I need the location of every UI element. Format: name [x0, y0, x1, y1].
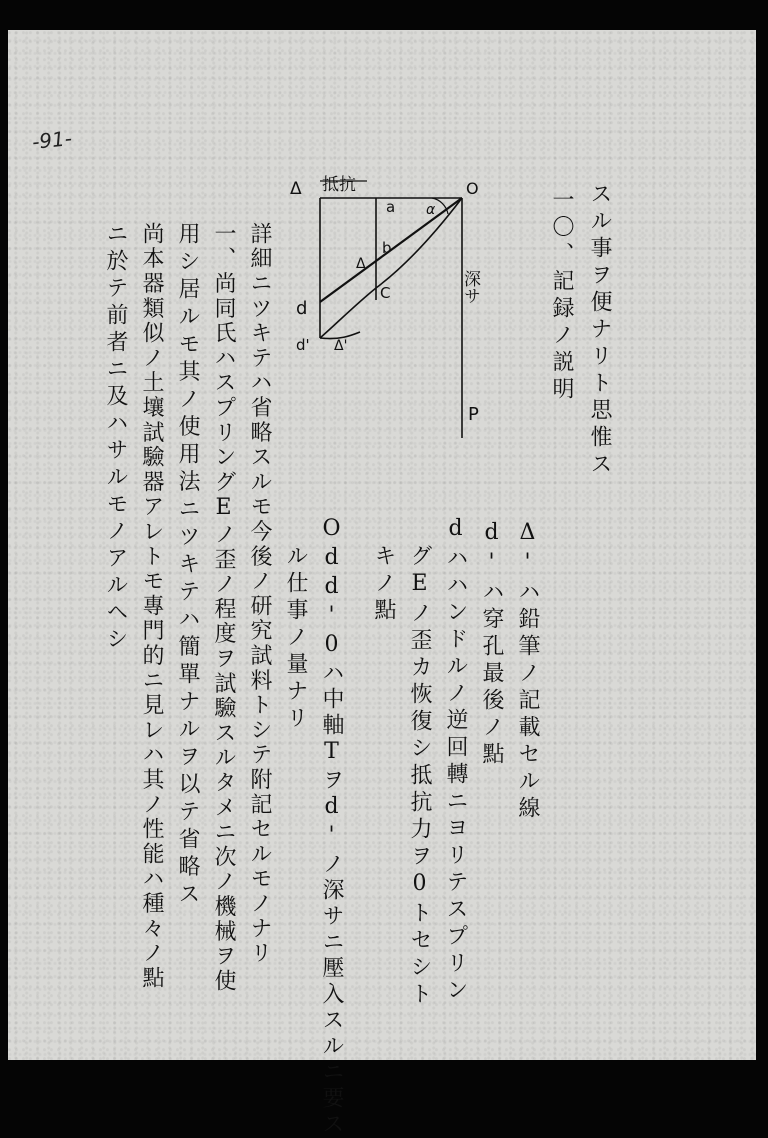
explanation-line-2: d'ハ穿孔最後ノ點 — [479, 520, 504, 769]
resistance-label: 抵抗 — [322, 175, 356, 195]
heading-line-1: スル事ヲ便ナリト思惟ス — [587, 182, 612, 479]
alpha-label: α — [426, 202, 436, 218]
point-o-label: O — [466, 179, 479, 198]
delta-prime-label: Δ' — [334, 338, 348, 354]
point-d-prime-label: d' — [296, 336, 310, 354]
heading-line-2: 一〇、記録ノ説明 — [549, 188, 574, 404]
page-number: -91- — [30, 125, 74, 155]
body-line-1: 詳細ニツキテハ省略スルモ今後ノ研究試料トシテ附記セルモノナリ — [247, 222, 272, 966]
explanation-line-6: Odd'0ハ中軸Tヲd'ノ深サニ壓入スルニ要ス — [319, 516, 344, 1138]
explanation-line-7: ル仕事ノ量ナリ — [283, 544, 308, 733]
explanation-line-4: グEノ歪カ恢復シ抵抗力ヲ0トセシト — [407, 544, 432, 1009]
depth-label: 深サ — [460, 270, 480, 304]
point-p-label: P — [468, 404, 479, 425]
explanation-line-5: キノ點 — [371, 544, 396, 625]
body-line-3: 用シ居ルモ其ノ使用法ニツキテハ簡單ナルヲ以テ省略ス — [175, 222, 200, 910]
point-b-label: b — [382, 239, 392, 257]
curve-od-prime — [320, 198, 462, 338]
delta-label-top: Δ — [290, 179, 302, 199]
body-line-5: ニ於テ前者ニ及ハサルモノアルヘシ — [103, 222, 128, 654]
point-a-label: a — [386, 198, 396, 216]
point-c-label: C — [380, 284, 391, 302]
delta-label-mid: Δ — [356, 256, 366, 272]
body-line-2: 一、尚同氏ハスプリングEノ歪ノ程度ヲ試驗スルタメニ次ノ機械ヲ使 — [211, 222, 236, 994]
explanation-line-1: Δ'ハ鉛筆ノ記載セル線 — [515, 520, 540, 823]
explanation-line-3: dハハンドルノ逆回轉ニヨリテスプリン — [443, 516, 468, 1005]
point-d-label: d — [296, 298, 308, 319]
body-line-4: 尚本器類似ノ土壤試驗器アレトモ專門的ニ見レハ其ノ性能ハ種々ノ點 — [139, 222, 164, 991]
